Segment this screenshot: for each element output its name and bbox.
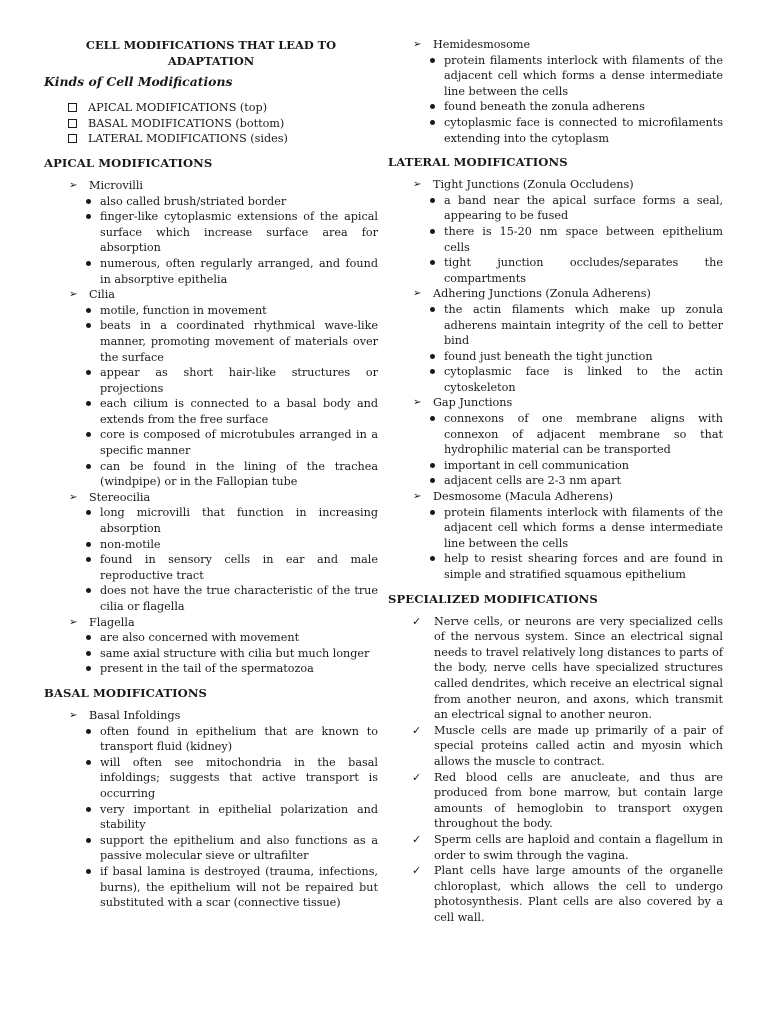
- dot-bullet-icon: [430, 198, 435, 203]
- arrow-bullet-icon: ➢: [413, 39, 422, 50]
- page-title: CELL MODIFICATIONS THAT LEAD TO ADAPTATION: [85, 38, 337, 68]
- dot-bullet-icon: [86, 635, 91, 640]
- cilia-section: [44, 287, 378, 490]
- list-item: support the epithelium and also functions as a passive molecular sieve or ultrafilter: [44, 833, 378, 864]
- subsection-title: ➢ Microvilli: [69, 178, 144, 192]
- list-item: ✓ Muscle cells are made up primarily of a pair of special proteins called actin and myosin which allows the muscle to contract.: [412, 723, 723, 768]
- dot-bullet-icon: [430, 58, 435, 63]
- bullet-list: [388, 505, 723, 583]
- list-item: found in sensory cells in ear and male reproductive tract: [44, 552, 378, 583]
- list-item: cytoplasmic face is connected to microfilaments extending into the cytoplasm: [388, 115, 723, 146]
- subsection-title: ➢ Cilia: [69, 288, 115, 302]
- dot-bullet-icon: [86, 651, 91, 656]
- gap-junctions-section: [388, 395, 723, 489]
- desmosome-section: [388, 489, 723, 583]
- arrow-bullet-icon: ➢: [413, 288, 422, 300]
- right-column: [388, 37, 723, 925]
- bullet-list: [44, 630, 378, 677]
- apical-heading: APICAL MODIFICATIONS: [44, 155, 213, 170]
- dot-bullet-icon: [86, 869, 91, 874]
- kinds-item: LATERAL MODIFICATIONS (sides): [44, 131, 378, 147]
- list-item: ✓ Nerve cells, or neurons are very specialized cells of the nervous system. Since an electrical signal needs to travel relatively long distances to parts of the body, nerve cells have specialized structures called dendrites, which receive an electrical signal from another neuron, and axons, which transmit an electrical signal to another neuron.: [412, 614, 723, 722]
- list-item: protein filaments interlock with filaments of the adjacent cell which forms a dense intermediate line between the cells: [388, 53, 723, 100]
- subsection-title: ➢ Tight Junctions (Zonula Occludens): [413, 178, 634, 192]
- dot-bullet-icon: [430, 463, 435, 468]
- list-item: protein filaments interlock with filaments of the adjacent cell which forms a dense intermediate line between the cells: [388, 505, 723, 552]
- list-item: found just beneath the tight junction: [388, 349, 723, 365]
- list-item: finger-like cytoplasmic extensions of the apical surface which increase surface area for absorption: [44, 209, 378, 256]
- dot-bullet-icon: [86, 838, 91, 843]
- checkmark-icon: ✓: [412, 770, 422, 784]
- arrow-bullet-icon: ➢: [69, 491, 78, 503]
- stereocilia-section: [44, 490, 378, 615]
- bullet-list: [44, 194, 378, 288]
- hemidesmosome-section: [388, 37, 723, 146]
- list-item: will often see mitochondria in the basal infoldings; suggests that active transport is occurring: [44, 755, 378, 802]
- subsection-title: ➢ Hemidesmosome: [413, 38, 531, 51]
- lateral-heading: LATERAL MODIFICATIONS: [388, 155, 568, 170]
- list-item: connexons of one membrane aligns with connexon of adjacent membrane so that hydrophilic material can be transported: [388, 411, 723, 458]
- checkmark-icon: ✓: [412, 864, 422, 878]
- bullet-list: [388, 193, 723, 287]
- dot-bullet-icon: [430, 556, 435, 561]
- list-item: long microvilli that function in increasing absorption: [44, 505, 378, 536]
- list-item: can be found in the lining of the trachea (windpipe) or in the Fallopian tube: [44, 459, 378, 490]
- list-item: help to resist shearing forces and are found in simple and stratified squamous epithelium: [388, 551, 723, 582]
- subsection-title: ➢ Desmosome (Macula Adherens): [413, 490, 614, 504]
- bullet-list: [44, 303, 378, 490]
- kinds-item: APICAL MODIFICATIONS (top): [44, 100, 378, 116]
- list-item: very important in epithelial polarization and stability: [44, 802, 378, 833]
- dot-bullet-icon: [86, 760, 91, 765]
- specialized-list: [388, 614, 723, 926]
- list-item: often found in epithelium that are known to transport fluid (kidney): [44, 724, 378, 755]
- dot-bullet-icon: [86, 323, 91, 328]
- subsection-title: ➢ Flagella: [69, 615, 135, 629]
- kinds-list: [44, 100, 378, 147]
- dot-bullet-icon: [86, 401, 91, 406]
- checkmark-icon: ✓: [412, 832, 422, 846]
- checkbox-square-icon: [68, 103, 77, 112]
- list-item: if basal lamina is destroyed (trauma, infections, burns), the epithelium will not be repaired but substituted with a scar (connective tissue): [44, 864, 378, 911]
- list-item: there is 15-20 nm space between epithelium cells: [388, 224, 723, 255]
- dot-bullet-icon: [430, 354, 435, 359]
- basal-infoldings-section: [44, 708, 378, 911]
- dot-bullet-icon: [430, 307, 435, 312]
- list-item: numerous, often regularly arranged, and found in absorptive epithelia: [44, 256, 378, 287]
- arrow-bullet-icon: ➢: [69, 179, 78, 191]
- arrow-bullet-icon: ➢: [413, 179, 422, 191]
- list-item: important in cell communication: [388, 458, 723, 474]
- bullet-list: [388, 302, 723, 396]
- subsection-title: ➢ Gap Junctions: [413, 396, 513, 410]
- checkmark-icon: ✓: [412, 723, 422, 737]
- specialized-heading: SPECIALIZED MODIFICATIONS: [388, 591, 598, 606]
- dot-bullet-icon: [86, 308, 91, 313]
- checkbox-square-icon: [68, 119, 77, 128]
- subsection-title: ➢ Basal Infoldings: [69, 708, 181, 722]
- dot-bullet-icon: [430, 229, 435, 234]
- tight-junctions-section: [388, 177, 723, 286]
- subsection-title: ➢ Adhering Junctions (Zonula Adherens): [413, 287, 651, 301]
- arrow-bullet-icon: ➢: [69, 616, 78, 628]
- dot-bullet-icon: [86, 729, 91, 734]
- dot-bullet-icon: [430, 120, 435, 125]
- list-item: adjacent cells are 2-3 nm apart: [388, 473, 723, 489]
- dot-bullet-icon: [86, 261, 91, 266]
- subsection-title: ➢ Stereocilia: [69, 490, 151, 504]
- list-item: found beneath the zonula adherens: [388, 99, 723, 115]
- list-item: motile, function in movement: [44, 303, 378, 319]
- dot-bullet-icon: [86, 557, 91, 562]
- dot-bullet-icon: [430, 478, 435, 483]
- list-item: a band near the apical surface forms a seal, appearing to be fused: [388, 193, 723, 224]
- list-item: also called brush/striated border: [44, 194, 378, 210]
- page-subtitle: Kinds of Cell Modifications: [44, 74, 233, 90]
- basal-heading: BASAL MODIFICATIONS: [44, 685, 208, 700]
- dot-bullet-icon: [86, 542, 91, 547]
- dot-bullet-icon: [86, 199, 91, 204]
- arrow-bullet-icon: ➢: [413, 491, 422, 503]
- list-item: does not have the true characteristic of the true cilia or flagella: [44, 583, 378, 614]
- dot-bullet-icon: [430, 510, 435, 515]
- dot-bullet-icon: [86, 510, 91, 515]
- list-item: each cilium is connected to a basal body and extends from the free surface: [44, 396, 378, 427]
- list-item: non-motile: [44, 537, 378, 553]
- dot-bullet-icon: [430, 104, 435, 109]
- bullet-list: [388, 411, 723, 489]
- arrow-bullet-icon: ➢: [69, 709, 78, 721]
- arrow-bullet-icon: ➢: [413, 397, 422, 409]
- checkmark-icon: ✓: [412, 614, 422, 628]
- dot-bullet-icon: [86, 464, 91, 469]
- dot-bullet-icon: [430, 369, 435, 374]
- list-item: ✓ Red blood cells are anucleate, and thus are produced from bone marrow, but contain large amounts of hemoglobin to transport oxygen throughout the body.: [412, 770, 723, 831]
- list-item: cytoplasmic face is linked to the actin cytoskeleton: [388, 364, 723, 395]
- dot-bullet-icon: [86, 807, 91, 812]
- adhering-junctions-section: [388, 286, 723, 395]
- dot-bullet-icon: [86, 588, 91, 593]
- arrow-bullet-icon: ➢: [69, 289, 78, 301]
- bullet-list: [44, 724, 378, 911]
- bullet-list: [44, 505, 378, 614]
- list-item: beats in a coordinated rhythmical wave-like manner, promoting movement of materials over the surface: [44, 318, 378, 365]
- list-item: appear as short hair-like structures or projections: [44, 365, 378, 396]
- list-item: present in the tail of the spermatozoa: [44, 661, 378, 677]
- list-item: same axial structure with cilia but much longer: [44, 646, 378, 662]
- dot-bullet-icon: [430, 260, 435, 265]
- dot-bullet-icon: [430, 416, 435, 421]
- dot-bullet-icon: [86, 370, 91, 375]
- flagella-section: [44, 615, 378, 677]
- list-item: the actin filaments which make up zonula adherens maintain integrity of the cell to better bind: [388, 302, 723, 349]
- left-column: [44, 0, 378, 911]
- checkbox-square-icon: [68, 134, 77, 143]
- list-item: ✓ Plant cells have large amounts of the organelle chloroplast, which allows the cell to undergo photosynthesis. Plant cells are also covered by a cell wall.: [412, 864, 723, 924]
- list-item: ✓ Sperm cells are haploid and contain a flagellum in order to swim through the vagina.: [412, 832, 723, 862]
- microvilli-section: [44, 178, 378, 287]
- list-item: tight junction occludes/separates the compartments: [388, 255, 723, 286]
- bullet-list: [388, 53, 723, 147]
- list-item: core is composed of microtubules arranged in a specific manner: [44, 427, 378, 458]
- dot-bullet-icon: [86, 666, 91, 671]
- list-item: are also concerned with movement: [44, 630, 378, 646]
- kinds-item: BASAL MODIFICATIONS (bottom): [44, 116, 378, 132]
- dot-bullet-icon: [86, 432, 91, 437]
- dot-bullet-icon: [86, 214, 91, 219]
